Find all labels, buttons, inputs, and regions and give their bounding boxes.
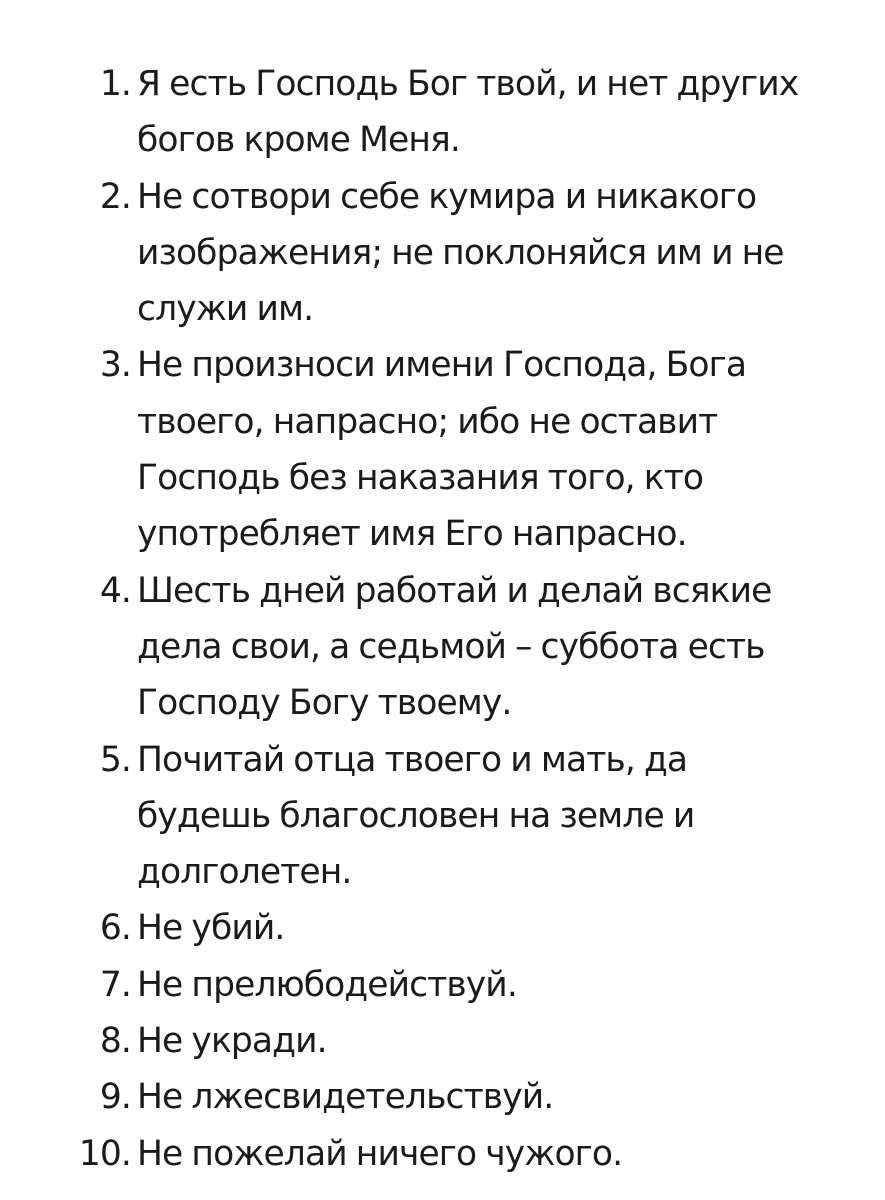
- list-item: [0, 169, 885, 338]
- list-item: [0, 337, 885, 562]
- list-item: [0, 56, 885, 169]
- item-text-line: служи им.: [137, 289, 314, 330]
- item-number: 8.: [99, 1021, 131, 1062]
- item-text-line: Шесть дней работай и делай всякие: [137, 570, 772, 611]
- item-text-line: будешь благословен на земле и: [137, 795, 695, 836]
- item-text-line: Господу Богу твоему.: [137, 683, 512, 724]
- list-item: [0, 1069, 885, 1125]
- item-text-line: дела свои, а седьмой – суббота есть: [137, 626, 765, 667]
- item-text-line: Не укради.: [137, 1021, 327, 1062]
- item-text-line: богов кроме Меня.: [137, 120, 460, 161]
- item-number: 5.: [99, 739, 131, 780]
- commandments-list: [0, 56, 885, 1182]
- item-text: [137, 337, 852, 562]
- list-item: [0, 563, 885, 732]
- item-text-line: Не лжесвидетельствуй.: [137, 1077, 554, 1118]
- item-number: 2.: [99, 176, 131, 217]
- list-item: [0, 732, 885, 901]
- item-text-line: изображения; не поклоняйся им и не: [137, 232, 784, 273]
- item-text-line: Не прелюбодействуй.: [137, 964, 517, 1005]
- item-text: [137, 732, 852, 901]
- list-item: [0, 1013, 885, 1069]
- list-item: [0, 1126, 885, 1182]
- item-text: [137, 56, 852, 169]
- item-number: 3.: [99, 345, 131, 386]
- item-text-line: Я есть Господь Бог твой, и нет других: [137, 64, 799, 104]
- item-number: 6.: [99, 908, 131, 949]
- item-text: [137, 1126, 852, 1182]
- item-text-line: Не убий.: [137, 908, 285, 949]
- item-text-line: Не пожелай ничего чужого.: [137, 1133, 623, 1174]
- item-text-line: твоего, напрасно; ибо не оставит: [137, 401, 718, 442]
- item-text: [137, 563, 852, 732]
- item-number: 4.: [99, 570, 131, 611]
- item-text: [137, 169, 852, 338]
- item-text-line: Господь без наказания того, кто: [137, 458, 704, 499]
- item-number: 1.: [99, 64, 131, 104]
- list-item: [0, 900, 885, 956]
- item-text-line: Не произноси имени Господа, Бога: [137, 345, 747, 386]
- list-item: [0, 957, 885, 1013]
- item-number: 7.: [99, 964, 131, 1005]
- item-text: [137, 957, 852, 1013]
- item-number: 10.: [78, 1133, 131, 1174]
- item-text-line: употребляет имя Его напрасно.: [137, 514, 687, 555]
- item-number: 9.: [99, 1077, 131, 1118]
- item-text-line: долголетен.: [137, 852, 352, 893]
- item-text: [137, 900, 852, 956]
- item-text: [137, 1069, 852, 1125]
- item-text: [137, 1013, 852, 1069]
- item-text-line: Не сотвори себе кумира и никакого: [137, 176, 757, 217]
- item-text-line: Почитай отца твоего и мать, да: [137, 739, 688, 780]
